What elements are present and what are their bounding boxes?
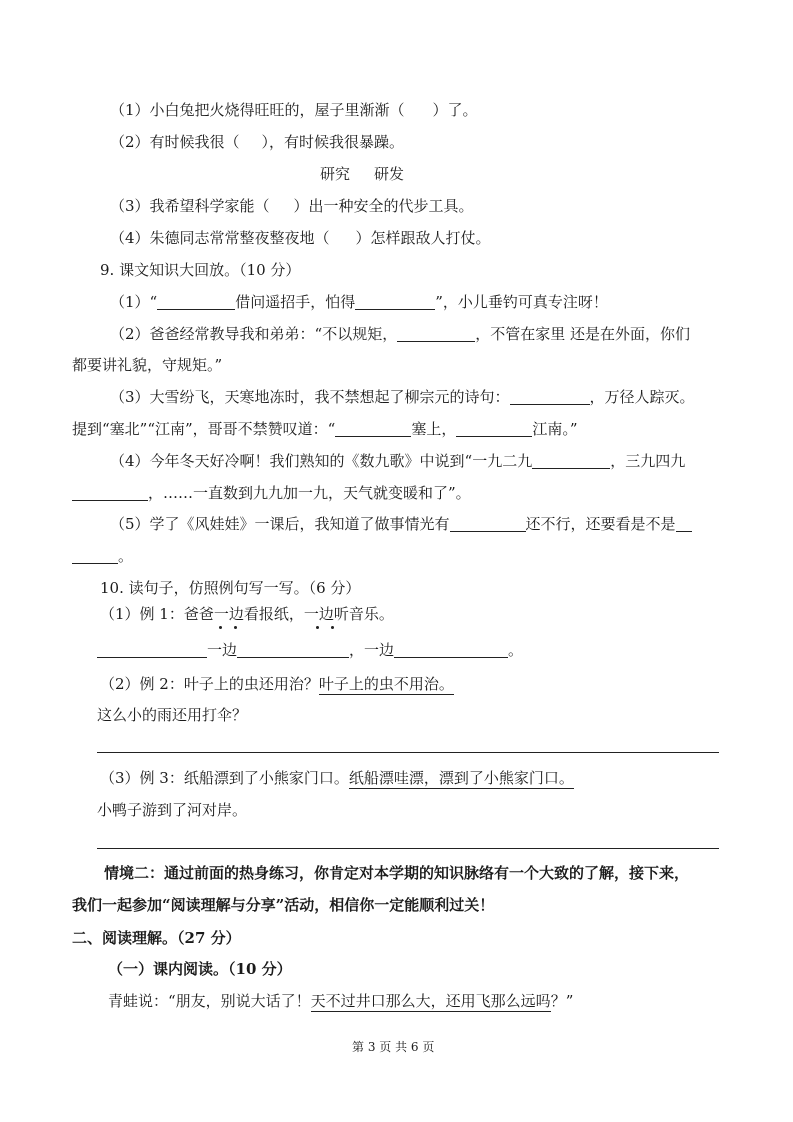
answer-blank[interactable] <box>72 547 118 564</box>
emphasis-dot <box>331 626 334 629</box>
emphasis-dot <box>234 626 237 629</box>
answer-blank[interactable] <box>335 420 411 437</box>
emphasis-dot <box>316 626 319 629</box>
answer-blank[interactable] <box>97 641 207 658</box>
reading-quote: 青蛙说：“朋友，别说大话了！天不过井口那么大，还用飞那么远吗？” <box>108 992 574 1010</box>
q10-answer-1: 一边 ，一边 。 <box>97 640 523 660</box>
answer-blank[interactable] <box>237 641 349 658</box>
q9-item-3: （3）大雪纷飞，天寒地冻时，我不禁想起了柳宗元的诗句： ，万径人踪灭。 <box>110 388 695 406</box>
q10-task-2: 这么小的雨还用打伞？ <box>97 706 248 724</box>
page-number: 第 3 页 共 6 页 <box>352 1040 435 1054</box>
subsection-title: （一）课内阅读。（10 分） <box>108 960 292 978</box>
q9-item-1: （1）“ 借问遥招手，怕得 ”，小儿垂钓可真专注呀！ <box>110 293 608 311</box>
q8-line-4: （4）朱德同志常常整夜整夜地（ ）怎样跟敌人打仗。 <box>110 229 491 247</box>
q9-item-5: （5）学了《风娃娃》一课后，我知道了做事情光有 还不行，还要看是不是 <box>110 514 692 534</box>
q10-example-2: （2）例 2：叶子上的虫还用治？叶子上的虫不用治。 <box>100 675 454 693</box>
q9-item-4-cont: ，……一直数到九九加一九，天气就变暖和了”。 <box>72 483 471 503</box>
q9-title: 9. 课文知识大回放。（10 分） <box>100 261 301 279</box>
answer-blank[interactable] <box>72 484 148 501</box>
section-title: 二、阅读理解。（27 分） <box>72 929 241 947</box>
q9-item-4: （4）今年冬天好冷啊！我们熟知的《数九歌》中说到“一九二九 ，三九四九 <box>110 452 686 470</box>
q8-line-1: （1）小白兔把火烧得旺旺的，屋子里渐渐（ ）了。 <box>110 101 478 119</box>
scenario-line-1: 情境二：通过前面的热身练习，你肯定对本学期的知识脉络有一个大致的了解，接下来， <box>104 864 690 882</box>
q10-example-3: （3）例 3：纸船漂到了小熊家门口。纸船漂哇漂，漂到了小熊家门口。 <box>100 769 574 787</box>
answer-line[interactable] <box>97 752 719 753</box>
answer-line[interactable] <box>97 848 719 849</box>
answer-blank[interactable] <box>450 515 526 532</box>
q9-item-2-cont: 都要讲礼貌，守规矩。” <box>72 356 223 374</box>
q10-example-1: （1）例 1：爸爸一边看报纸，一边听音乐。 <box>100 605 394 623</box>
emphasis-dot <box>219 626 222 629</box>
q10-task-3: 小鸭子游到了河对岸。 <box>97 801 248 819</box>
q9-item-3-cont: 提到“塞北”“江南”，哥哥不禁赞叹道：“ 塞上， 江南。” <box>72 420 578 438</box>
answer-blank[interactable] <box>157 293 235 310</box>
q10-title: 10. 读句子，仿照例句写一写。（6 分） <box>100 579 361 597</box>
answer-blank[interactable] <box>397 325 475 342</box>
word-choice-2: 研发 <box>374 165 405 183</box>
answer-blank[interactable] <box>510 388 590 405</box>
q9-item-5-cont: 。 <box>72 546 133 566</box>
q8-line-2: （2）有时候我很（ ），有时候我很暴躁。 <box>110 133 405 151</box>
q8-word-choices <box>320 164 404 184</box>
scenario-line-2: 我们一起参加“阅读理解与分享”活动，相信你一定能顺利过关！ <box>72 896 495 914</box>
answer-blank[interactable] <box>676 515 692 532</box>
q9-item-2: （2）爸爸经常教导我和弟弟：“不以规矩， ，不管在家里 还是在外面，你们 <box>110 325 690 343</box>
answer-blank[interactable] <box>532 452 610 469</box>
q8-line-3: （3）我希望科学家能（ ）出一种安全的代步工具。 <box>110 197 474 215</box>
answer-blank[interactable] <box>456 420 532 437</box>
word-choice-1: 研究 <box>320 165 351 183</box>
answer-blank[interactable] <box>355 293 435 310</box>
answer-blank[interactable] <box>394 641 508 658</box>
